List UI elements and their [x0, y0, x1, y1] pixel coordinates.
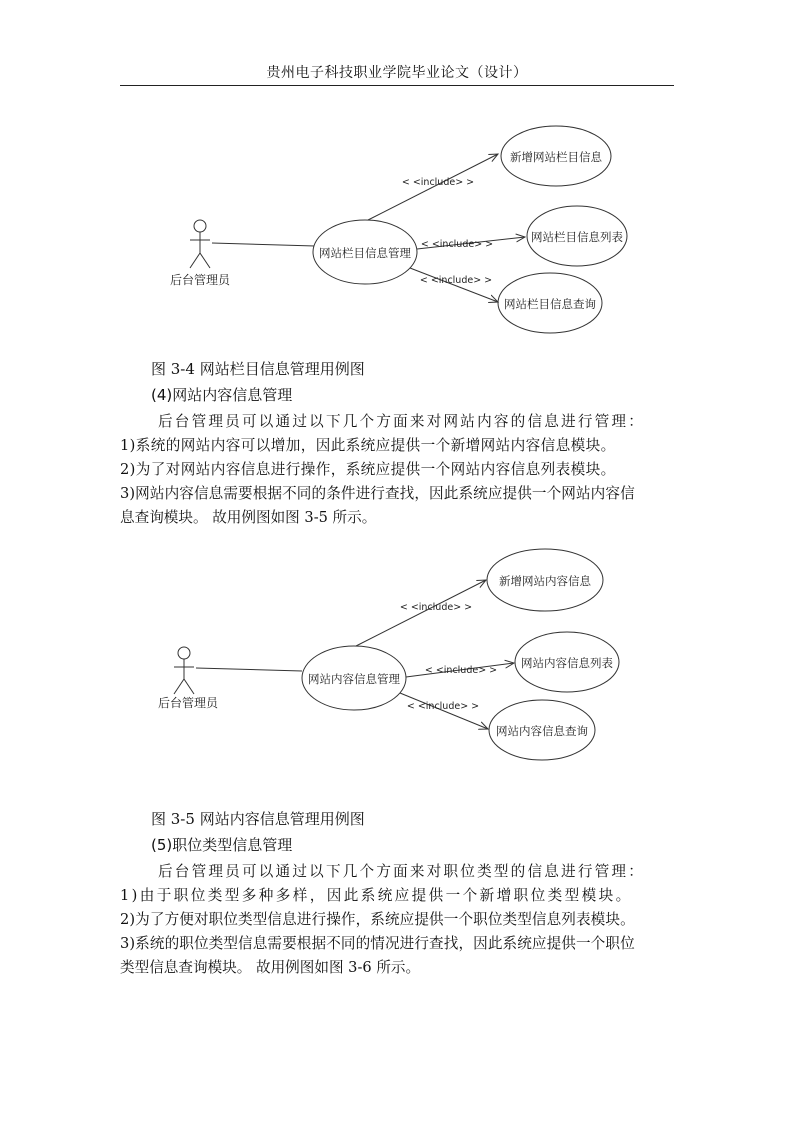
section-5-paragraph: [120, 860, 674, 980]
section-4-paragraph: [120, 410, 674, 530]
actor-label: 后台管理员: [169, 273, 231, 287]
use-case-2-label: 网站栏目信息列表: [531, 230, 623, 244]
paragraph-line: 3)系统的职位类型信息需要根据不同的情况进行查找，因此系统应提供一个职位: [120, 935, 635, 952]
section-heading-4: (4)网站内容信息管理: [151, 386, 293, 404]
paragraph-line: 2)为了方便对职位类型信息进行操作，系统应提供一个职位类型信息列表模块。: [120, 911, 635, 928]
paragraph-line: 3)网站内容信息需要根据不同的条件进行查找，因此系统应提供一个网站内容信: [120, 485, 635, 502]
use-case-2-label: 网站内容信息列表: [521, 656, 613, 670]
paragraph-line: 后台管理员可以通过以下几个方面来对职位类型的信息进行管理：: [158, 863, 646, 880]
figure-caption-3-5: 图 3-5 网站内容信息管理用例图: [151, 810, 365, 828]
include-label-2: < <include> >: [424, 665, 498, 676]
paragraph-line: 息查询模块。 故用例图如图 3-5 所示。: [120, 509, 377, 526]
paragraph-line: 后台管理员可以通过以下几个方面来对网站内容的信息进行管理：: [158, 413, 646, 430]
paragraph-line: 1)系统的网站内容可以增加，因此系统应提供一个新增网站内容信息模块。: [120, 437, 616, 454]
use-case-main-label: 网站栏目信息管理: [319, 246, 411, 260]
association-line: [196, 668, 302, 671]
header-rule: [120, 85, 674, 86]
use-case-diagram-3-4: [120, 118, 674, 343]
use-case-main-label: 网站内容信息管理: [308, 672, 400, 686]
use-case-3-label: 网站栏目信息查询: [504, 297, 596, 311]
paragraph-line: 2)为了对网站内容信息进行操作，系统应提供一个网站内容信息列表模块。: [120, 461, 616, 478]
include-label-3: < <include> >: [419, 275, 493, 286]
paragraph-line: 类型信息查询模块。 故用例图如图 3-6 所示。: [120, 959, 421, 976]
include-label-3: < <include> >: [406, 701, 480, 712]
actor-figure: [190, 220, 210, 268]
use-case-diagram-3-5: [120, 546, 674, 771]
use-case-3-label: 网站内容信息查询: [496, 724, 588, 738]
actor-label: 后台管理员: [157, 696, 219, 710]
include-label-2: < <include> >: [420, 239, 494, 250]
figure-caption-3-4: 图 3-4 网站栏目信息管理用例图: [151, 360, 365, 378]
association-line: [212, 243, 315, 246]
include-arrow-1: [356, 580, 486, 646]
paragraph-line: 1)由于职位类型多种多样，因此系统应提供一个新增职位类型模块。: [120, 887, 633, 904]
include-label-1: < <include> >: [399, 602, 473, 613]
section-heading-5: (5)职位类型信息管理: [151, 836, 293, 854]
use-case-1-label: 新增网站栏目信息: [510, 150, 602, 164]
actor-figure: [174, 647, 194, 694]
include-label-1: < <include> >: [401, 177, 475, 188]
use-case-1-label: 新增网站内容信息: [499, 574, 591, 588]
page-header: 贵州电子科技职业学院毕业论文（设计）: [266, 65, 528, 81]
